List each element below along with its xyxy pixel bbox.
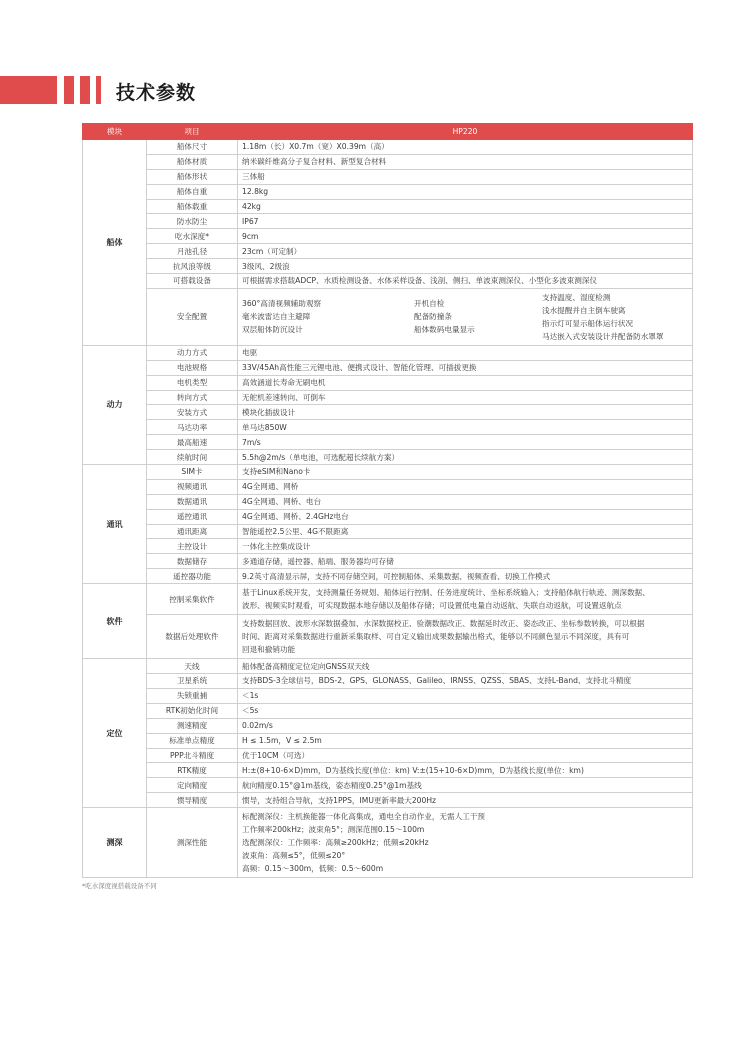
table-row [83,703,693,718]
header-accent-stripe [64,76,74,104]
header-module: 模块 [83,124,147,140]
table-row [83,659,693,674]
table-row [83,674,693,689]
item-cell: 数据通讯 [147,494,238,509]
item-cell: 遥控器功能 [147,569,238,584]
table-row [83,435,693,450]
table-row [83,360,693,375]
item-cell: 定向精度 [147,778,238,793]
table-row [83,229,693,244]
item-cell: 失锁重捕 [147,688,238,703]
item-cell: 天线 [147,659,238,674]
item-cell: 船体形状 [147,169,238,184]
header-item: 项目 [147,124,238,140]
footnote: *吃水深度视搭载设备不同 [82,882,157,890]
value-line: 高频：0.15～300m，低频：0.5～600m [242,864,384,874]
table-row [83,524,693,539]
header-accent-bar [0,76,57,104]
table-row [83,184,693,199]
value-line: 工作频率200kHz；波束角5°；测深范围0.15～100m [242,825,425,835]
table-row [83,494,693,509]
module-cell-positioning: 定位 [83,659,147,808]
spec-table [82,123,693,878]
value-cell: 支持BDS-3全球信号，BDS-2、GPS、GLONASS、Galileo、IRNSS、QZSS、SBAS、支持L-Band、支持北斗精度 [238,674,693,689]
value-cell: 7m/s [238,435,693,450]
value-cell: 无舵机差速转向、可倒车 [238,390,693,405]
table-row [83,244,693,259]
module-cell-comm: 通讯 [83,465,147,584]
safety-item: 双层船体防沉设计 [242,325,303,335]
item-cell: 测速精度 [147,718,238,733]
item-cell: 数据储存 [147,554,238,569]
table-header-row [83,124,693,140]
value-cell: 单马达850W [238,420,693,435]
safety-item: 360°高清视频辅助观察 [242,299,322,309]
safety-item: 船体数码电量显示 [414,325,475,335]
item-cell: 转向方式 [147,390,238,405]
table-row [83,345,693,360]
table-row-safety [83,288,693,345]
value-cell: 1.18m（长）X0.7m（宽）X0.39m（高） [238,140,693,155]
item-cell: 船体载重 [147,199,238,214]
value-cell: 支持eSIM和Nano卡 [238,465,693,480]
table-row [83,539,693,554]
safety-item: 毫米波雷达自主避障 [242,312,311,322]
table-row [83,808,693,878]
value-cell: 4G全网通、网桥、电台 [238,494,693,509]
table-row [83,140,693,155]
module-cell-sounding: 测深 [83,808,147,878]
table-row [83,569,693,584]
value-cell: 9cm [238,229,693,244]
item-cell: 可搭载设备 [147,274,238,289]
item-cell: 通讯距离 [147,524,238,539]
value-cell: 纳米碳纤维高分子复合材料、新型复合材料 [238,154,693,169]
item-cell: 遥控通讯 [147,509,238,524]
safety-item: 开机自检 [414,299,445,309]
value-cell: 智能遥控2.5公里、4G不限距离 [238,524,693,539]
item-cell: 抗风浪等级 [147,259,238,274]
value-cell: 一体化主控集成设计 [238,539,693,554]
module-cell-power: 动力 [83,345,147,464]
table-row [83,763,693,778]
safety-item: 支持温度、湿度检测 [542,292,611,302]
value-line: 波形、视频实时观看，可实现数据本地存储以及船体存储；可设置低电量自动返航、失联自动返航，可设置返航点 [242,601,622,611]
value-cell: 12.8kg [238,184,693,199]
item-cell: 船体材质 [147,154,238,169]
table-row [83,718,693,733]
value-cell: 9.2英寸高清显示屏，支持不同存储空间，可控制船体、采集数据、视频查看、切换工作模式 [238,569,693,584]
table-row [83,584,693,615]
table-row [83,688,693,703]
value-cell: 航向精度0.15°@1m基线，姿态精度0.25°@1m基线 [238,778,693,793]
value-cell: 多通道存储，遥控器、船端、服务器均可存储 [238,554,693,569]
item-cell: 数据后处理软件 [147,615,238,659]
item-cell: 安全配置 [147,288,238,345]
table-row [83,375,693,390]
item-cell: RTK精度 [147,763,238,778]
item-cell: 最高船速 [147,435,238,450]
value-cell: 惯导，支持组合导航，支持1PPS，IMU更新率最大200Hz [238,793,693,808]
table-row [83,420,693,435]
value-line: 波束角：高频≤5°，低频≤20° [242,851,346,861]
value-line: 基于Linux系统开发，支持测量任务规划、船体运行控制、任务进度统计、坐标系统输入；支持船体航行轨迹、测深数据、 [242,588,650,598]
item-cell: 电机类型 [147,375,238,390]
value-cell: 电驱 [238,345,693,360]
item-cell: 船体尺寸 [147,140,238,155]
safety-item: 浅水提醒并自主倒车驶离 [542,305,626,315]
value-cell: 高效涵道长寿命无刷电机 [238,375,693,390]
table-row [83,615,693,659]
value-cell: 5.5h@2m/s（单电池，可选配超长续航方案） [238,450,693,465]
header-model: HP220 [238,124,693,140]
item-cell: 马达功率 [147,420,238,435]
item-cell: RTK初始化时间 [147,703,238,718]
item-cell: 惯导精度 [147,793,238,808]
value-cell: H:±(8+10-6×D)mm，D为基线长度(单位：km) V:±(15+10-6×D)mm，D为基线长度(单位：km) [238,763,693,778]
item-cell: 标准单点精度 [147,733,238,748]
table-row [83,214,693,229]
item-cell: 视频通讯 [147,479,238,494]
table-row [83,405,693,420]
value-cell: IP67 [238,214,693,229]
table-row [83,554,693,569]
value-cell: 42kg [238,199,693,214]
value-cell: 4G全网通、网桥、2.4GHz电台 [238,509,693,524]
value-cell: ＜5s [238,703,693,718]
table-row [83,509,693,524]
value-cell: 三体船 [238,169,693,184]
value-cell: ＜1s [238,688,693,703]
value-line: 选配测深仪：工作频率：高频≥200kHz；低频≤20kHz [242,838,429,848]
table-row [83,169,693,184]
table-row [83,793,693,808]
table-row [83,390,693,405]
safety-item: 指示灯可显示船体运行状况 [542,318,634,328]
item-cell: PPP北斗精度 [147,748,238,763]
table-row [83,465,693,480]
safety-column [242,297,414,336]
value-cell: 优于10CM（可选） [238,748,693,763]
header-accent-stripe [96,76,101,104]
value-cell: 33V/45Ah高性能三元锂电池、便携式设计、智能化管理、可插拔更换 [238,360,693,375]
item-cell: 吃水深度* [147,229,238,244]
value-cell [238,615,693,659]
page-title: 技术参数 [116,82,197,104]
value-cell [238,584,693,615]
item-cell: 船体自重 [147,184,238,199]
value-line: 支持数据回放、波形水深数据叠加、水深数据校正、验潮数据改正、数据延时改正、姿态改正、坐标参数转换，可以根据 [242,619,645,629]
table-row [83,274,693,289]
item-cell: 控制采集软件 [147,584,238,615]
header-accent-stripe [80,76,90,104]
value-cell: 0.02m/s [238,718,693,733]
value-cell: 模块化插拔设计 [238,405,693,420]
value-line: 时间、距离对采集数据进行重新采集取样、可自定义输出成果数据输出格式，能够以不同颜色显示不同深度，具有可 [242,632,630,642]
item-cell: 安装方式 [147,405,238,420]
item-cell: 动力方式 [147,345,238,360]
value-cell: 4G全网通、网桥 [238,479,693,494]
value-cell: 3级风、2级浪 [238,259,693,274]
safety-column [414,297,542,336]
table-row [83,479,693,494]
item-cell: 续航时间 [147,450,238,465]
safety-value-cell [238,288,693,345]
item-cell: 电池规格 [147,360,238,375]
safety-grid [242,291,688,343]
table-row [83,199,693,214]
value-cell: H ≤ 1.5m，V ≤ 2.5m [238,733,693,748]
value-line: 回退和撤销功能 [242,645,296,655]
value-cell: 23cm（可定制） [238,244,693,259]
table-row [83,778,693,793]
value-cell: 船体配备高精度定位定向GNSS双天线 [238,659,693,674]
item-cell: 主控设计 [147,539,238,554]
table-row [83,733,693,748]
safety-item: 配备防撞条 [414,312,452,322]
safety-column [542,291,688,343]
module-cell-software: 软件 [83,584,147,659]
value-cell: 可根据需求搭载ADCP、水质检测设备、水体采样设备、浅剖、侧扫、单波束测深仪、小型化多波束测深仪 [238,274,693,289]
item-cell: 防水防尘 [147,214,238,229]
table-row [83,154,693,169]
item-cell: 卫星系统 [147,674,238,689]
item-cell: SIM卡 [147,465,238,480]
table-row [83,748,693,763]
item-cell: 月池孔径 [147,244,238,259]
table-row [83,259,693,274]
value-cell [238,808,693,878]
item-cell: 测深性能 [147,808,238,878]
safety-item: 马达嵌入式安装设计并配备防水罩罩 [542,331,664,341]
table-row [83,450,693,465]
value-line: 标配测深仪：主机换能器一体化高集成，通电全自动作业，无需人工干预 [242,812,485,822]
module-cell-hull: 船体 [83,140,147,346]
